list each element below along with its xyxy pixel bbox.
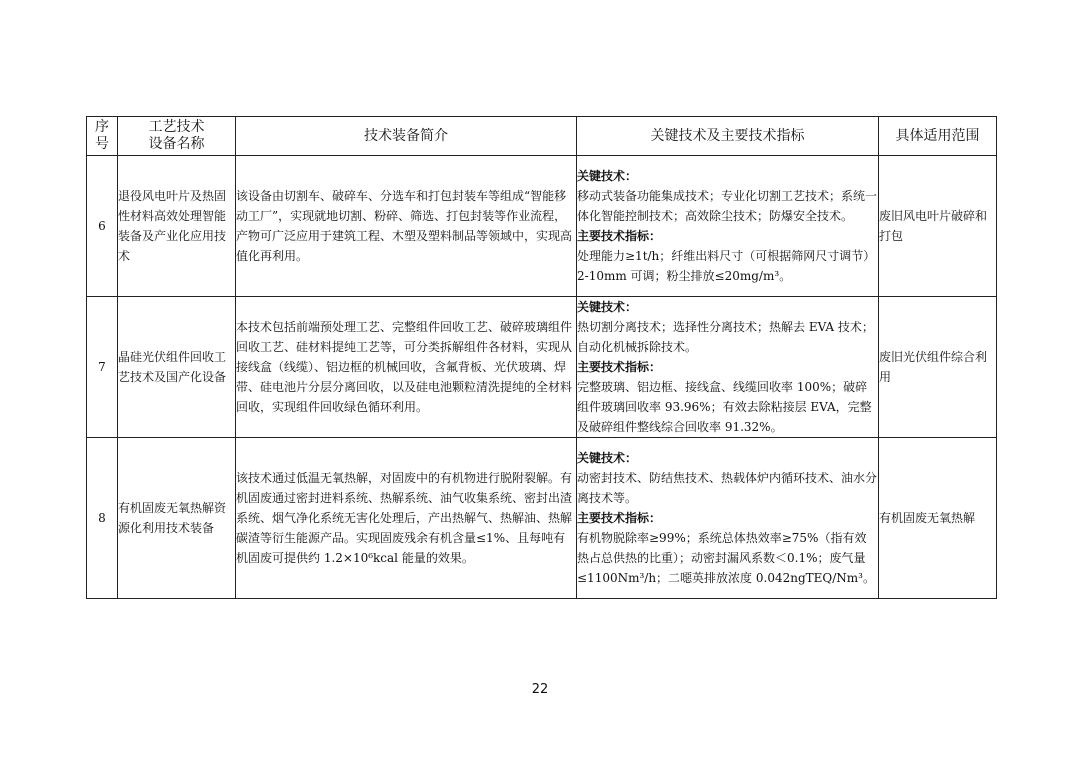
row-scope: 有机固废无氧热解 (879, 438, 997, 599)
header-description: 技术装备简介 (236, 117, 577, 156)
row-description: 该技术通过低温无氧热解，对固废中的有机物进行脱附裂解。有机固废通过密封进料系统、热解系统、油气收集系统、密封出渣系统、烟气净化系统无害化处理后，产出热解气、热解油、热解碳渣等衍生能源产品。实现固废残余有机含量≤1%、且每吨有机固废可提供约 1.2×10⁶kcal 能量的效果。 (236, 438, 577, 599)
metrics-label: 主要技术指标： (577, 229, 662, 243)
key-technology-label: 关键技术： (577, 169, 638, 183)
table-row (87, 438, 997, 599)
row-key-technology (577, 438, 879, 599)
metrics-label: 主要技术指标： (577, 511, 662, 525)
row-process-name: 有机固废无氧热解资源化利用技术装备 (118, 438, 236, 599)
header-scope: 具体适用范围 (879, 117, 997, 156)
row-number: 7 (87, 297, 118, 438)
row-key-technology (577, 297, 879, 438)
row-process-name: 退役风电叶片及热固性材料高效处理智能装备及产业化应用技术 (118, 156, 236, 297)
technology-table (86, 116, 997, 599)
header-serial-number: 序 号 (87, 117, 118, 156)
header-row (87, 117, 997, 156)
row-number: 6 (87, 156, 118, 297)
header-process-name: 工艺技术 设备名称 (118, 117, 236, 156)
row-number: 8 (87, 438, 118, 599)
key-technology-text: 动密封技术、防结焦技术、热载体炉内循环技术、油水分离技术等。 (577, 471, 878, 505)
key-technology-label: 关键技术： (577, 300, 638, 314)
metrics-label: 主要技术指标： (577, 360, 662, 374)
row-scope: 废旧风电叶片破碎和打包 (879, 156, 997, 297)
row-description: 本技术包括前端预处理工艺、完整组件回收工艺、破碎玻璃组件回收工艺、硅材料提纯工艺等，可分类拆解组件各材料，实现从接线盒（线缆）、铝边框的机械回收，含氟背板、光伏玻璃、焊带、硅电池片分层分离回收，以及硅电池颗粒清洗提纯的全材料回收，实现组件回收绿色循环利用。 (236, 297, 577, 438)
row-process-name: 晶硅光伏组件回收工艺技术及国产化设备 (118, 297, 236, 438)
key-technology-label: 关键技术： (577, 451, 638, 465)
table-row (87, 297, 997, 438)
row-description: 该设备由切割车、破碎车、分选车和打包封装车等组成“智能移动工厂”，实现就地切割、粉碎、筛选、打包封装等作业流程，产物可广泛应用于建筑工程、木塑及塑料制品等领域中，实现高值化再利用。 (236, 156, 577, 297)
table-row (87, 156, 997, 297)
page-number: 22 (531, 682, 549, 697)
key-technology-text: 热切割分离技术；选择性分离技术；热解去 EVA 技术；自动化机械拆除技术。 (577, 320, 874, 354)
metrics-text: 处理能力≥1t/h；纤维出料尺寸（可根据筛网尺寸调节）2-10mm 可调；粉尘排放≤20mg/m³。 (577, 249, 876, 283)
row-key-technology (577, 156, 879, 297)
metrics-text: 有机物脱除率≥99%；系统总体热效率≥75%（指有效热占总供热的比重）；动密封漏风系数＜0.1%；废气量≤1100Nm³/h；二噁英排放浓度 0.042ngTEQ/Nm³。 (577, 531, 875, 585)
header-key-technology: 关键技术及主要技术指标 (577, 117, 879, 156)
row-scope: 废旧光伏组件综合利用 (879, 297, 997, 438)
metrics-text: 完整玻璃、铝边框、接线盒、线缆回收率 100%；破碎组件玻璃回收率 93.96%；有效去除粘接层 EVA，完整及破碎组件整线综合回收率 91.32%。 (577, 380, 872, 434)
key-technology-text: 移动式装备功能集成技术；专业化切割工艺技术；系统一体化智能控制技术；高效除尘技术；防爆安全技术。 (577, 189, 878, 223)
